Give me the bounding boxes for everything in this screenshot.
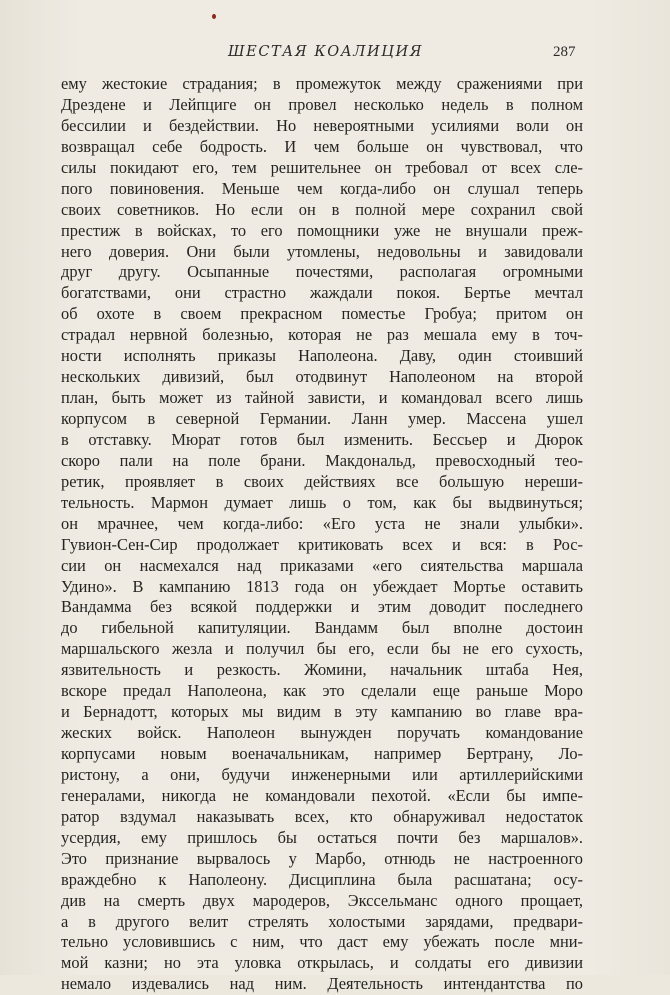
text-line: тельно условившись с ним, что даст ему убежать после мни-	[61, 932, 583, 952]
text-line: немало издевались над ним. Деятельность интендантства по	[61, 974, 583, 994]
text-line: жеских войск. Наполеон вынужден поручать командование	[61, 723, 583, 743]
text-line: вскоре предал Наполеона, как это сделали еще раньше Моро	[61, 681, 583, 701]
text-line: ратор вздумал наказывать всех, кто обнаруживал недостаток	[61, 806, 583, 826]
text-line: ности исполнять приказы Наполеона. Даву, один стоивший	[61, 346, 583, 366]
text-line: Вандамма без всякой поддержки и этим доводит последнего	[61, 597, 583, 617]
text-line: враждебно к Наполеону. Дисциплина была расшатана; осу-	[61, 869, 583, 889]
text-line: друг другу. Осыпанные почестями, располагая огромными	[61, 262, 583, 282]
text-line: язвительность и резкость. Жомини, начальник штаба Нея,	[61, 660, 583, 680]
running-head	[0, 44, 670, 66]
text-line: Удино». В кампанию 1813 года он убеждает Мортье оставить	[61, 576, 583, 596]
text-line: силы покидают его, тем решительнее он требовал от всех сле-	[61, 157, 583, 177]
text-line: генералами, никогда не командовали пехотой. «Если бы импе-	[61, 785, 583, 805]
text-line: богатствами, они страстно жаждали покоя. Бертье мечтал	[61, 283, 583, 303]
text-line: Это признание вырвалось у Марбо, отнюдь не настроенного	[61, 848, 583, 868]
text-line: бессилии и бездействии. Но невероятными усилиями воли он	[61, 115, 583, 135]
text-line: маршальского жезла и получил бы его, если бы не его сухость,	[61, 639, 583, 659]
text-line: страдал нервной болезнью, которая не раз мешала ему в точ-	[61, 325, 583, 345]
text-line: об охоте в своем прекрасном поместье Гробуа; притом он	[61, 304, 583, 324]
text-line: сии он насмехался над приказами «его сиятельства маршала	[61, 555, 583, 575]
running-title: ШЕСТАЯ КОАЛИЦИЯ	[228, 44, 424, 60]
text-line: мой казни; но эта уловка открылась, и солдаты его дивизии	[61, 953, 583, 973]
text-line: ретик, проявляет в своих действиях все большую нереши-	[61, 471, 583, 491]
text-line: усердия, ему пришлось бы остаться почти без маршалов».	[61, 827, 583, 847]
text-line: ему жестокие страдания; в промежуток между сражениями при	[61, 74, 583, 93]
text-line: корпусами новым военачальникам, например Бертрану, Ло-	[61, 744, 583, 763]
text-line: корпусом в северной Германии. Ланн умер. Массена ушел	[61, 409, 583, 428]
text-line: план, быть может из тайной зависти, и командовал всего лишь	[61, 388, 583, 408]
text-line: див на смерть двух мародеров, Экссельманс одного прощает,	[61, 890, 583, 910]
text-line: до гибельной капитуляции. Вандамм был вполне достоин	[61, 618, 583, 638]
text-line: и Бернадотт, которых мы видим в эту кампанию во главе вра-	[61, 702, 583, 722]
text-line: тельность. Мармон думает лишь о том, как бы выдвинуться;	[61, 492, 583, 512]
ink-speck	[212, 14, 216, 19]
text-line: а в другого велит стрелять холостыми зарядами, предвари-	[61, 911, 583, 931]
text-line: ристону, а они, будучи инженерными или артиллерийскими	[61, 764, 583, 784]
page-number: 287	[553, 44, 576, 60]
text-line: пого повиновения. Меньше чем когда-либо он слушал теперь	[61, 178, 583, 198]
text-line: Гувион-Сен-Сир продолжает критиковать всех и вся: в Рос-	[61, 534, 583, 554]
text-line: нескольких дивизий, был отодвинут Наполеоном на второй	[61, 367, 583, 387]
text-line: него доверия. Они были утомлены, недовольны и завидовали	[61, 241, 583, 261]
text-line: Дрездене и Лейпциге он провел несколько недель в полном	[61, 94, 583, 114]
text-line: возвращал себе бодрость. И чем больше он чувствовал, что	[61, 136, 583, 156]
text-line: престиж в войсках, то его помощники уже не внушали преж-	[61, 220, 583, 240]
text-line: скоро пали на поле брани. Макдональд, превосходный тео-	[61, 450, 583, 470]
body-text	[61, 74, 583, 995]
text-line: своих советников. Но если он в полной мере сохранил свой	[61, 199, 583, 219]
text-line: в отставку. Мюрат готов был изменить. Бессьер и Дюрок	[61, 429, 583, 449]
text-line: он мрачнее, чем когда-либо: «Его уста не знали улыбки».	[61, 513, 583, 533]
